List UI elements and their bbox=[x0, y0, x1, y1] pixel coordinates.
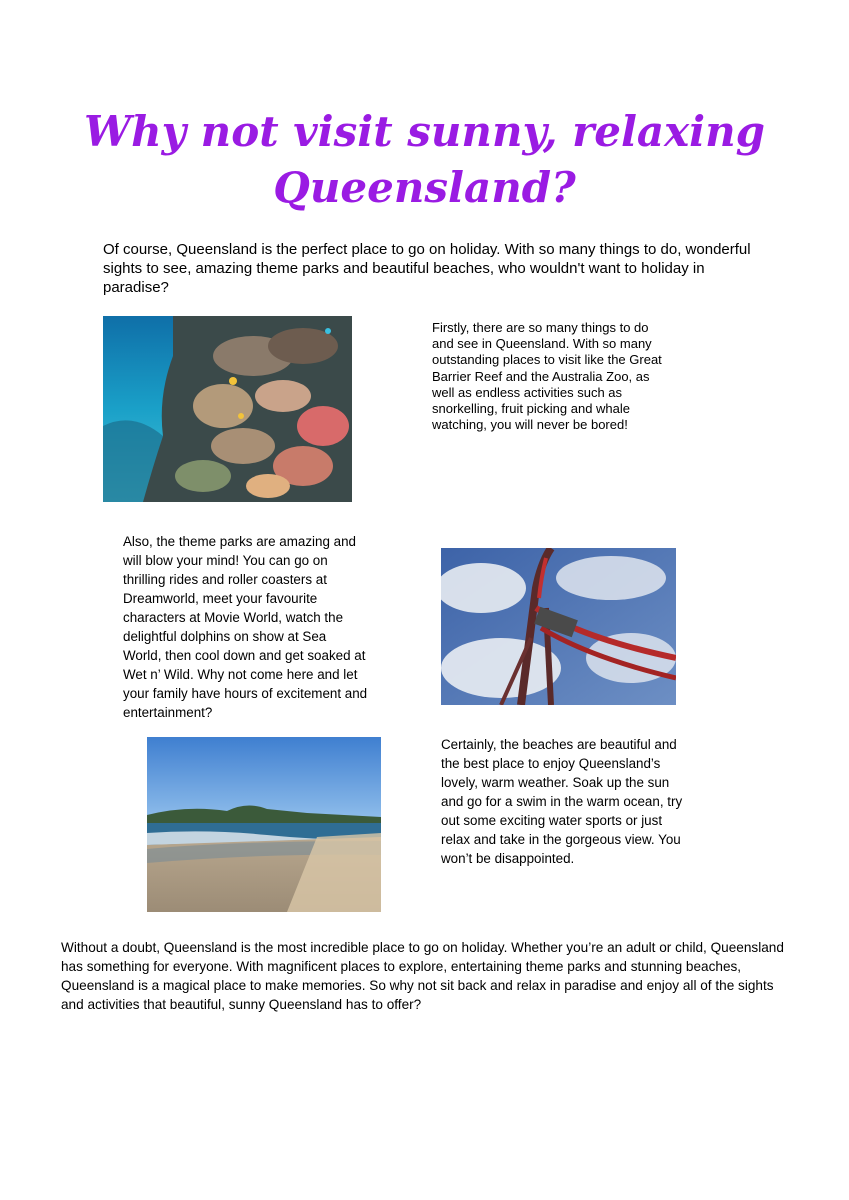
things-to-do-paragraph: Firstly, there are so many things to do and see in Queensland. With so many outstanding places to visit like the Great Barrier Reef and the Australia Zoo, as well as endless activities such as snorkelling, fruit picking and whale watching, you will never be bored! bbox=[432, 320, 662, 433]
page-title bbox=[0, 104, 849, 216]
conclusion-paragraph: Without a doubt, Queensland is the most incredible place to go on holiday. Whether you’re an adult or child, Queensland has something for everyone. With magnificent places to explore, entertaining theme parks and stunning beaches, Queensland is a magical place to make memories. So why not sit back and relax in paradise and enjoy all of the sights and activities that beautiful, sunny Queensland has to offer? bbox=[61, 940, 784, 1012]
theme-parks-paragraph: Also, the theme parks are amazing and will blow your mind! You can go on thrilling rides and roller coasters at Dreamworld, meet your favourite characters at Movie World, watch the delightful dolphins on show at Sea World, then cool down and get soaked at Wet n’ Wild. Why not come here and let your family have hours of excitement and entertainment? bbox=[123, 534, 368, 720]
title-line-2: Queensland? bbox=[273, 163, 576, 212]
roller-coaster-photo bbox=[441, 548, 676, 705]
coral-reef-photo bbox=[103, 316, 352, 502]
intro-paragraph: Of course, Queensland is the perfect place to go on holiday. With so many things to do, wonderful sights to see, amazing theme parks and beautiful beaches, who wouldn't want to holiday in paradise? bbox=[103, 241, 751, 296]
beaches-paragraph: Certainly, the beaches are beautiful and the best place to enjoy Queensland’s lovely, warm weather. Soak up the sun and go for a swim in the warm ocean, try out some exciting water sports or just relax and take in the gorgeous view. You won’t be disappointed. bbox=[441, 737, 683, 866]
beach-photo bbox=[147, 737, 381, 912]
title-line-1: Why not visit sunny, relaxing bbox=[83, 107, 766, 156]
